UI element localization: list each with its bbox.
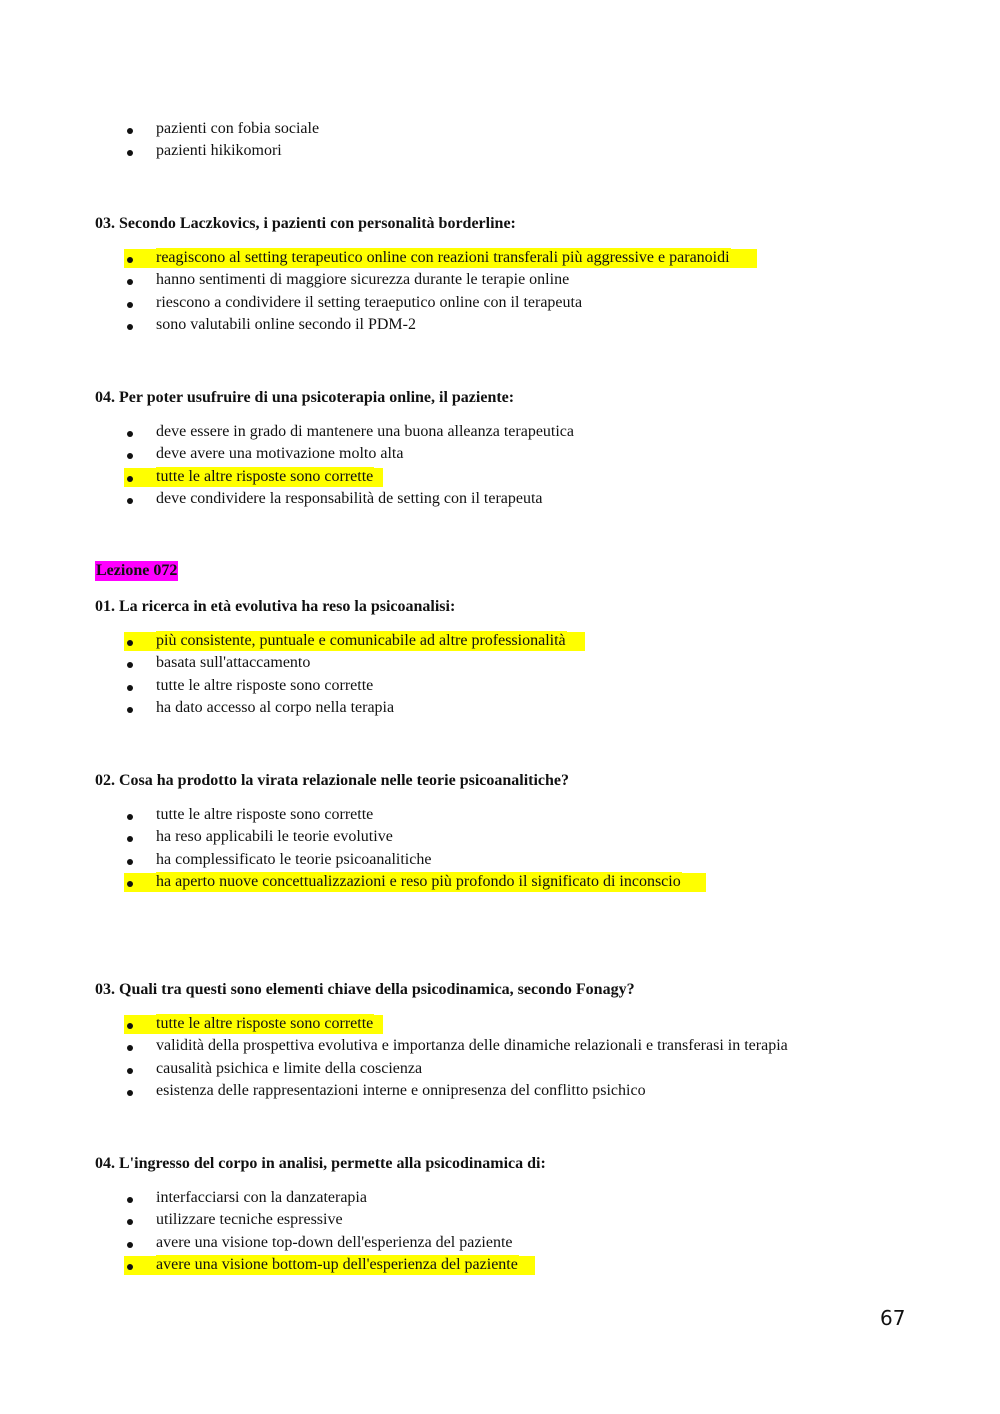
bullet-icon (127, 1242, 133, 1248)
question-title: 04. Per poter usufruire di una psicoterapia online, il paziente: (95, 389, 515, 406)
question-title: 01. La ricerca in età evolutiva ha reso la psicoanalisi: (95, 598, 456, 615)
bullet-icon (127, 150, 133, 156)
bullet-icon (127, 881, 133, 887)
bullet-icon (127, 640, 133, 646)
bullet-icon (127, 453, 133, 459)
lesson-label: Lezione 072 (96, 562, 178, 579)
bullet-icon (127, 707, 133, 713)
bullet-icon (127, 476, 133, 482)
bullet-icon (127, 257, 133, 263)
bullet-icon (127, 814, 133, 820)
bullet-icon (127, 1045, 133, 1051)
bullet-icon (127, 1068, 133, 1074)
bullet-icon (127, 324, 133, 330)
bullet-icon (127, 662, 133, 668)
bullet-icon (127, 128, 133, 134)
question-title: 04. L'ingresso del corpo in analisi, permette alla psicodinamica di: (95, 1155, 546, 1172)
bullet-icon (127, 1264, 133, 1270)
bullet-icon (127, 302, 133, 308)
bullet-icon (127, 1197, 133, 1203)
question-title: 03. Quali tra questi sono elementi chiave della psicodinamica, secondo Fonagy? (95, 981, 635, 998)
bullet-icon (127, 498, 133, 504)
bullet-icon (127, 1090, 133, 1096)
bullet-icon (127, 859, 133, 865)
question-title: 02. Cosa ha prodotto la virata relazionale nelle teorie psicoanalitiche? (95, 772, 570, 789)
bullet-icon (127, 279, 133, 285)
bullet-icon (127, 1219, 133, 1225)
question-title: 03. Secondo Laczkovics, i pazienti con personalità borderline: (95, 215, 516, 232)
document-page: pazienti con fobia sociale pazienti hikikomori 03. Secondo Laczkovics, i pazienti con personalità borderline: reagiscono al setting terapeutico online con reazioni transferali più aggressive e paranoidi hanno sentimenti di maggiore sicurezza durante le terapie online riescono a condividere il setting teraeputico online con il terapeuta sono valutabili online secondo il PDM-2 04. Per poter usufruire di una psicoterapia online, il paziente: deve essere in grado di mantenere una buona alleanza terapeutica deve avere una motivazione molto alta tutte le altre risposte sono corrette deve condividere la responsabilità de setting con il terapeuta Lezione 072 01. La ricerca in età evolutiva ha reso la psicoanalisi: più consistente, puntuale e comunicabile ad altre professionalità basata sull'attaccamento tutte le altre risposte sono corrette ha dato accesso al corpo nella terapia 02. Cosa ha prodotto la virata relazionale nelle teorie psicoanalitiche? tutte le altre risposte sono corrette ha reso applicabili le teorie evolutive ha complessificato le teorie psicoanalitiche ha aperto nuove concettualizzazioni e reso più profondo il significato di inconscio 03. Quali tra questi sono elementi chiave della psicodinamica, secondo Fonagy? tutte le altre risposte sono corrette validità della prospettiva evolutiva e importanza delle dinamiche relazionali e transferasi in terapia causalità psichica e limite della coscienza esistenza delle rappresentazioni interne e onnipresenza del conflitto psichico 04. L'ingresso del corpo in analisi, permette alla psicodinamica di: interfacciarsi con la danzaterapia utilizzare tecniche espressive avere una visione top-down dell'esperienza del paziente avere una visione bottom-up dell'esperienza del paziente 67 (95, 120, 906, 1330)
bullet-icon (127, 685, 133, 691)
bullet-icon (127, 836, 133, 842)
bullet-icon (127, 1023, 133, 1029)
page-number: 67 (880, 1306, 906, 1330)
bullet-icon (127, 431, 133, 437)
